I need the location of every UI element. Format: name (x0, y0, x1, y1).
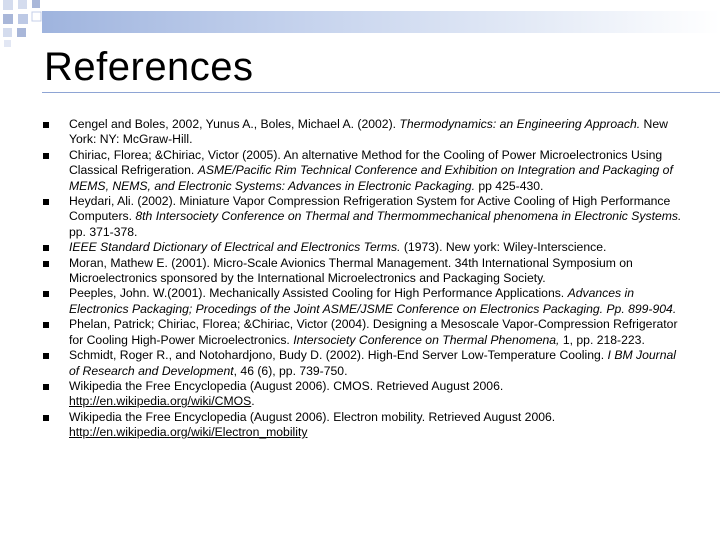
corner-square (32, 12, 41, 21)
reference-plain-text: (1973). New york: Wiley-Interscience. (400, 240, 607, 255)
reference-italic-text: Advances in Electronics Packaging; Procedings of the Joint ASME/JSME Conference on Electronics Packaging. Pp. 899-904. (69, 286, 677, 316)
square-bullet-icon (43, 245, 49, 251)
square-bullet-icon (43, 261, 49, 267)
reference-item (0, 256, 720, 287)
reference-item (0, 348, 720, 379)
reference-plain-text: . (251, 394, 255, 409)
reference-item (0, 317, 720, 348)
reference-italic-text: IEEE Standard Dictionary of Electrical and Electronics Terms. (69, 240, 401, 255)
corner-square (4, 40, 11, 47)
square-bullet-icon (43, 353, 49, 359)
reference-plain-text: New York: NY: McGraw-Hill. (69, 117, 668, 147)
reference-plain-text: Schmidt, Roger R., and Notohardjono, Budy D. (2002). High-End Server Low-Temperature Cooling. (69, 348, 608, 363)
square-bullet-icon (43, 415, 49, 421)
reference-italic-text: ASME/Pacific Rim Technical Conference and Exhibition on Integration and Packaging of MEMS, NEMS, and Electronic Systems: Advances in Electronic Packaging. (69, 163, 673, 193)
square-bullet-icon (43, 384, 49, 390)
square-bullet-icon (43, 322, 49, 328)
reference-item (0, 286, 720, 317)
reference-item (0, 194, 720, 240)
square-bullet-icon (43, 153, 49, 159)
reference-plain-text: Chiriac, Florea; &Chiriac, Victor (2005). An alternative Method for the Cooling of Power Microelectronics Using Classical Refrigeration. (69, 147, 663, 178)
reference-item (0, 148, 720, 194)
corner-square (18, 14, 28, 24)
reference-item (0, 410, 720, 441)
square-bullet-icon (43, 199, 49, 205)
reference-plain-text: Phelan, Patrick; Chiriac, Florea; &Chiriac, Victor (2004). Designing a Mesoscale Vapor-Compression Refrigerator for Cooling High-Power Microelectronics. (69, 317, 678, 347)
reference-text (69, 256, 682, 287)
reference-plain-text: Wikipedia the Free Encyclopedia (August 2006). Electron mobility. Retrieved August 2006. (69, 409, 556, 424)
reference-text (69, 348, 682, 379)
square-bullet-icon (43, 122, 49, 128)
reference-item (0, 117, 720, 148)
corner-square (3, 0, 13, 10)
reference-plain-text: 1, pp. 218-223. (559, 332, 645, 347)
reference-plain-text: , 46 (6), pp. 739-750. (233, 363, 348, 378)
reference-list (0, 117, 720, 441)
title-divider (42, 92, 720, 93)
corner-square (3, 14, 13, 24)
reference-item (0, 379, 720, 410)
reference-text (69, 410, 682, 441)
page-title: References (44, 45, 254, 89)
corner-square (18, 0, 27, 9)
reference-text (69, 379, 682, 410)
reference-plain-text: Cengel and Boles, 2002, Yunus A., Boles, Michael A. (2002). (69, 117, 400, 131)
reference-text (69, 286, 682, 317)
reference-text (69, 117, 682, 148)
reference-text (69, 317, 682, 348)
reference-link[interactable]: http://en.wikipedia.org/wiki/CMOS (69, 394, 252, 409)
reference-item (0, 240, 720, 255)
square-bullet-icon (43, 291, 49, 297)
reference-italic-text: 8th Intersociety Conference on Thermal and Thermommechanical phenomena in Electronic Systems. (135, 209, 682, 224)
reference-link[interactable]: http://en.wikipedia.org/wiki/Electron_mobility (69, 425, 308, 440)
reference-plain-text: Heydari, Ali. (2002). Miniature Vapor Compression Refrigeration System for Active Cooling of High Performance Computers. (69, 194, 671, 224)
reference-italic-text: Intersociety Conference on Thermal Phenomena, (293, 332, 560, 347)
reference-plain-text: Peeples, John. W.(2001). Mechanically Assisted Cooling for High Performance Applications. (69, 286, 568, 301)
corner-square (32, 0, 40, 8)
reference-plain-text: pp 425-430. (474, 178, 544, 193)
reference-italic-text: Thermodynamics: an Engineering Approach. (399, 117, 641, 131)
reference-text (69, 240, 682, 255)
title-accent-bar (42, 11, 720, 33)
reference-plain-text: Wikipedia the Free Encyclopedia (August 2006). CMOS. Retrieved August 2006. (69, 378, 504, 393)
reference-plain-text: Moran, Mathew E. (2001). Micro-Scale Avionics Thermal Management. 34th International Symposium on Microelectronics sponsored by the International Microelectronics and Packaging Society. (69, 255, 633, 286)
reference-italic-text: I BM Journal of Research and Development (69, 348, 676, 378)
reference-text (69, 194, 682, 240)
corner-square (17, 28, 26, 37)
corner-square (3, 28, 12, 37)
reference-plain-text: pp. 371-378. (69, 224, 138, 239)
reference-text (69, 148, 682, 194)
